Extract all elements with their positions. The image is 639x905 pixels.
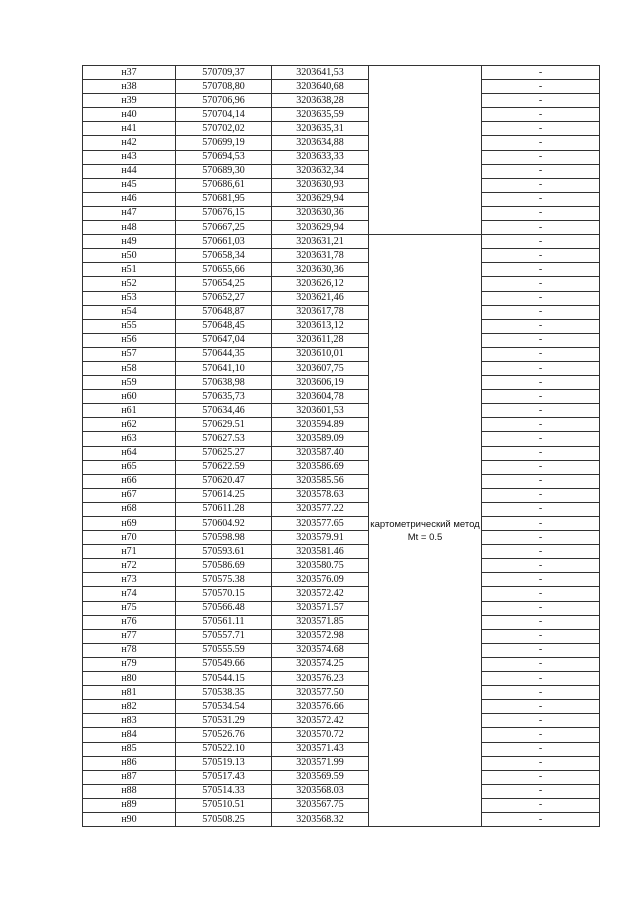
x-coordinate-cell: 570526.76: [176, 728, 272, 742]
x-coordinate-cell: 570629.51: [176, 418, 272, 432]
y-coordinate-cell: 3203611,28: [272, 333, 369, 347]
y-coordinate-cell: 3203629,94: [272, 221, 369, 235]
table-row: [83, 728, 600, 742]
table-row: [83, 657, 600, 671]
accuracy-dash-cell: -: [482, 192, 600, 206]
accuracy-dash-cell: -: [482, 672, 600, 686]
accuracy-dash-cell: -: [482, 474, 600, 488]
table-row: [83, 488, 600, 502]
y-coordinate-cell: 3203601,53: [272, 404, 369, 418]
point-name-cell: н83: [83, 714, 176, 728]
x-coordinate-cell: 570686,61: [176, 178, 272, 192]
y-coordinate-cell: 3203638,28: [272, 94, 369, 108]
point-name-cell: н62: [83, 418, 176, 432]
accuracy-dash-cell: -: [482, 756, 600, 770]
point-name-cell: н37: [83, 66, 176, 80]
y-coordinate-cell: 3203570.72: [272, 728, 369, 742]
accuracy-dash-cell: -: [482, 108, 600, 122]
table-row: [83, 460, 600, 474]
table-row: [83, 108, 600, 122]
point-name-cell: н73: [83, 573, 176, 587]
table-row: [83, 502, 600, 516]
accuracy-dash-cell: -: [482, 798, 600, 812]
table-row: [83, 206, 600, 220]
y-coordinate-cell: 3203629,94: [272, 192, 369, 206]
y-coordinate-cell: 3203574.68: [272, 643, 369, 657]
x-coordinate-cell: 570708,80: [176, 80, 272, 94]
point-name-cell: н84: [83, 728, 176, 742]
point-name-cell: н46: [83, 192, 176, 206]
accuracy-dash-cell: -: [482, 66, 600, 80]
point-name-cell: н63: [83, 432, 176, 446]
table-row: [83, 587, 600, 601]
point-name-cell: н76: [83, 615, 176, 629]
y-coordinate-cell: 3203641,53: [272, 66, 369, 80]
point-name-cell: н38: [83, 80, 176, 94]
x-coordinate-cell: 570676,15: [176, 206, 272, 220]
x-coordinate-cell: 570586.69: [176, 559, 272, 573]
table-row: [83, 714, 600, 728]
accuracy-dash-cell: -: [482, 347, 600, 361]
point-name-cell: н75: [83, 601, 176, 615]
y-coordinate-cell: 3203572.98: [272, 629, 369, 643]
table-row: [83, 573, 600, 587]
point-name-cell: н80: [83, 672, 176, 686]
point-name-cell: н43: [83, 150, 176, 164]
y-coordinate-cell: 3203594.89: [272, 418, 369, 432]
table-row: [83, 305, 600, 319]
x-coordinate-cell: 570654,25: [176, 277, 272, 291]
accuracy-dash-cell: -: [482, 80, 600, 94]
point-name-cell: н70: [83, 531, 176, 545]
x-coordinate-cell: 570549.66: [176, 657, 272, 671]
accuracy-dash-cell: -: [482, 206, 600, 220]
y-coordinate-cell: 3203581.46: [272, 545, 369, 559]
y-coordinate-cell: 3203576.23: [272, 672, 369, 686]
y-coordinate-cell: 3203571.43: [272, 742, 369, 756]
y-coordinate-cell: 3203571.85: [272, 615, 369, 629]
accuracy-dash-cell: -: [482, 686, 600, 700]
y-coordinate-cell: 3203567.75: [272, 798, 369, 812]
x-coordinate-cell: 570694,53: [176, 150, 272, 164]
accuracy-dash-cell: -: [482, 376, 600, 390]
x-coordinate-cell: 570514.33: [176, 784, 272, 798]
point-name-cell: н53: [83, 291, 176, 305]
y-coordinate-cell: 3203626,12: [272, 277, 369, 291]
table-row: [83, 418, 600, 432]
table-row: [83, 80, 600, 94]
table-row: [83, 66, 600, 80]
x-coordinate-cell: 570570.15: [176, 587, 272, 601]
point-name-cell: н45: [83, 178, 176, 192]
accuracy-dash-cell: -: [482, 122, 600, 136]
x-coordinate-cell: 570598.98: [176, 531, 272, 545]
y-coordinate-cell: 3203576.66: [272, 700, 369, 714]
x-coordinate-cell: 570622.59: [176, 460, 272, 474]
x-coordinate-cell: 570575.38: [176, 573, 272, 587]
y-coordinate-cell: 3203630,93: [272, 178, 369, 192]
x-coordinate-cell: 570699,19: [176, 136, 272, 150]
accuracy-dash-cell: -: [482, 700, 600, 714]
coordinates-table: [82, 65, 600, 827]
x-coordinate-cell: 570555.59: [176, 643, 272, 657]
table-row: [83, 672, 600, 686]
table-row: [83, 446, 600, 460]
x-coordinate-cell: 570681,95: [176, 192, 272, 206]
point-name-cell: н44: [83, 164, 176, 178]
point-name-cell: н60: [83, 390, 176, 404]
point-name-cell: н56: [83, 333, 176, 347]
point-name-cell: н89: [83, 798, 176, 812]
accuracy-dash-cell: -: [482, 150, 600, 164]
accuracy-dash-cell: -: [482, 714, 600, 728]
y-coordinate-cell: 3203587.40: [272, 446, 369, 460]
table-row: [83, 361, 600, 375]
point-name-cell: н39: [83, 94, 176, 108]
point-name-cell: н71: [83, 545, 176, 559]
table-row: [83, 404, 600, 418]
y-coordinate-cell: 3203578.63: [272, 488, 369, 502]
x-coordinate-cell: 570510.51: [176, 798, 272, 812]
y-coordinate-cell: 3203604,78: [272, 390, 369, 404]
accuracy-dash-cell: -: [482, 333, 600, 347]
accuracy-dash-cell: -: [482, 643, 600, 657]
y-coordinate-cell: 3203577.22: [272, 502, 369, 516]
table-row: [83, 812, 600, 826]
table-row: [83, 291, 600, 305]
point-name-cell: н87: [83, 770, 176, 784]
point-name-cell: н88: [83, 784, 176, 798]
point-name-cell: н65: [83, 460, 176, 474]
table-row: [83, 615, 600, 629]
x-coordinate-cell: 570648,45: [176, 319, 272, 333]
point-name-cell: н48: [83, 221, 176, 235]
x-coordinate-cell: 570517.43: [176, 770, 272, 784]
point-name-cell: н54: [83, 305, 176, 319]
table-row: [83, 770, 600, 784]
accuracy-dash-cell: -: [482, 94, 600, 108]
point-name-cell: н82: [83, 700, 176, 714]
table-row: [83, 601, 600, 615]
y-coordinate-cell: 3203631,78: [272, 249, 369, 263]
point-name-cell: н57: [83, 347, 176, 361]
accuracy-dash-cell: -: [482, 291, 600, 305]
y-coordinate-cell: 3203635,59: [272, 108, 369, 122]
point-name-cell: н69: [83, 517, 176, 531]
accuracy-dash-cell: -: [482, 277, 600, 291]
x-coordinate-cell: 570614.25: [176, 488, 272, 502]
y-coordinate-cell: 3203568.32: [272, 812, 369, 826]
table-row: [83, 136, 600, 150]
y-coordinate-cell: 3203585.56: [272, 474, 369, 488]
x-coordinate-cell: 570638,98: [176, 376, 272, 390]
y-coordinate-cell: 3203571.57: [272, 601, 369, 615]
table-row: [83, 178, 600, 192]
point-name-cell: н47: [83, 206, 176, 220]
accuracy-dash-cell: -: [482, 587, 600, 601]
accuracy-dash-cell: -: [482, 657, 600, 671]
accuracy-dash-cell: -: [482, 319, 600, 333]
accuracy-dash-cell: -: [482, 361, 600, 375]
y-coordinate-cell: 3203579.91: [272, 531, 369, 545]
x-coordinate-cell: 570508.25: [176, 812, 272, 826]
accuracy-dash-cell: -: [482, 770, 600, 784]
x-coordinate-cell: 570661,03: [176, 235, 272, 249]
accuracy-dash-cell: -: [482, 136, 600, 150]
table-row: [83, 347, 600, 361]
method-cell-upper: [369, 66, 482, 235]
point-name-cell: н64: [83, 446, 176, 460]
accuracy-dash-cell: -: [482, 742, 600, 756]
point-name-cell: н55: [83, 319, 176, 333]
y-coordinate-cell: 3203577.50: [272, 686, 369, 700]
table-row: [83, 643, 600, 657]
x-coordinate-cell: 570544.15: [176, 672, 272, 686]
x-coordinate-cell: 570566.48: [176, 601, 272, 615]
point-name-cell: н61: [83, 404, 176, 418]
y-coordinate-cell: 3203633,33: [272, 150, 369, 164]
y-coordinate-cell: 3203589.09: [272, 432, 369, 446]
accuracy-dash-cell: -: [482, 573, 600, 587]
accuracy-dash-cell: -: [482, 249, 600, 263]
accuracy-dash-cell: -: [482, 263, 600, 277]
accuracy-dash-cell: -: [482, 531, 600, 545]
point-name-cell: н51: [83, 263, 176, 277]
y-coordinate-cell: 3203634,88: [272, 136, 369, 150]
table-row: [83, 531, 600, 545]
table-row: [83, 798, 600, 812]
accuracy-dash-cell: -: [482, 784, 600, 798]
accuracy-dash-cell: -: [482, 404, 600, 418]
x-coordinate-cell: 570593.61: [176, 545, 272, 559]
point-name-cell: н79: [83, 657, 176, 671]
table-row: [83, 150, 600, 164]
x-coordinate-cell: 570557.71: [176, 629, 272, 643]
table-row: [83, 390, 600, 404]
x-coordinate-cell: 570611.28: [176, 502, 272, 516]
accuracy-dash-cell: -: [482, 488, 600, 502]
x-coordinate-cell: 570625.27: [176, 446, 272, 460]
accuracy-dash-cell: -: [482, 517, 600, 531]
x-coordinate-cell: 570531.29: [176, 714, 272, 728]
x-coordinate-cell: 570641,10: [176, 361, 272, 375]
x-coordinate-cell: 570702,02: [176, 122, 272, 136]
y-coordinate-cell: 3203631,21: [272, 235, 369, 249]
table-row: [83, 277, 600, 291]
y-coordinate-cell: 3203572.42: [272, 714, 369, 728]
table-row: [83, 263, 600, 277]
point-name-cell: н81: [83, 686, 176, 700]
accuracy-dash-cell: -: [482, 460, 600, 474]
accuracy-dash-cell: -: [482, 418, 600, 432]
x-coordinate-cell: 570655,66: [176, 263, 272, 277]
accuracy-dash-cell: -: [482, 432, 600, 446]
table-body: [83, 66, 600, 827]
y-coordinate-cell: 3203572.42: [272, 587, 369, 601]
y-coordinate-cell: 3203606,19: [272, 376, 369, 390]
x-coordinate-cell: 570648,87: [176, 305, 272, 319]
x-coordinate-cell: 570709,37: [176, 66, 272, 80]
x-coordinate-cell: 570561.11: [176, 615, 272, 629]
y-coordinate-cell: 3203586.69: [272, 460, 369, 474]
x-coordinate-cell: 570538.35: [176, 686, 272, 700]
table-row: [83, 784, 600, 798]
x-coordinate-cell: 570704,14: [176, 108, 272, 122]
y-coordinate-cell: 3203574.25: [272, 657, 369, 671]
table-row: [83, 192, 600, 206]
accuracy-dash-cell: -: [482, 545, 600, 559]
point-name-cell: н77: [83, 629, 176, 643]
y-coordinate-cell: 3203568.03: [272, 784, 369, 798]
point-name-cell: н40: [83, 108, 176, 122]
table-row: [83, 333, 600, 347]
y-coordinate-cell: 3203613,12: [272, 319, 369, 333]
table-row: [83, 742, 600, 756]
y-coordinate-cell: 3203640,68: [272, 80, 369, 94]
y-coordinate-cell: 3203569.59: [272, 770, 369, 784]
point-name-cell: н50: [83, 249, 176, 263]
accuracy-dash-cell: -: [482, 178, 600, 192]
table-row: [83, 756, 600, 770]
accuracy-dash-cell: -: [482, 629, 600, 643]
accuracy-dash-cell: -: [482, 812, 600, 826]
y-coordinate-cell: 3203632,34: [272, 164, 369, 178]
y-coordinate-cell: 3203635,31: [272, 122, 369, 136]
accuracy-dash-cell: -: [482, 446, 600, 460]
point-name-cell: н49: [83, 235, 176, 249]
accuracy-dash-cell: -: [482, 305, 600, 319]
accuracy-dash-cell: -: [482, 235, 600, 249]
x-coordinate-cell: 570522.10: [176, 742, 272, 756]
table-row: [83, 686, 600, 700]
accuracy-dash-cell: -: [482, 390, 600, 404]
point-name-cell: н85: [83, 742, 176, 756]
point-name-cell: н66: [83, 474, 176, 488]
accuracy-dash-cell: -: [482, 164, 600, 178]
table-row: [83, 700, 600, 714]
point-name-cell: н42: [83, 136, 176, 150]
table-row: [83, 122, 600, 136]
x-coordinate-cell: 570635,73: [176, 390, 272, 404]
y-coordinate-cell: 3203580.75: [272, 559, 369, 573]
x-coordinate-cell: 570644,35: [176, 347, 272, 361]
point-name-cell: н90: [83, 812, 176, 826]
point-name-cell: н72: [83, 559, 176, 573]
accuracy-dash-cell: -: [482, 601, 600, 615]
table-row: [83, 545, 600, 559]
accuracy-dash-cell: -: [482, 559, 600, 573]
x-coordinate-cell: 570604.92: [176, 517, 272, 531]
table-row: [83, 94, 600, 108]
accuracy-dash-cell: -: [482, 728, 600, 742]
y-coordinate-cell: 3203571.99: [272, 756, 369, 770]
table-row: [83, 221, 600, 235]
point-name-cell: н58: [83, 361, 176, 375]
x-coordinate-cell: 570706,96: [176, 94, 272, 108]
x-coordinate-cell: 570519.13: [176, 756, 272, 770]
y-coordinate-cell: 3203617,78: [272, 305, 369, 319]
y-coordinate-cell: 3203630,36: [272, 263, 369, 277]
x-coordinate-cell: 570667,25: [176, 221, 272, 235]
y-coordinate-cell: 3203577.65: [272, 517, 369, 531]
x-coordinate-cell: 570652,27: [176, 291, 272, 305]
point-name-cell: н74: [83, 587, 176, 601]
accuracy-dash-cell: -: [482, 502, 600, 516]
point-name-cell: н52: [83, 277, 176, 291]
y-coordinate-cell: 3203610,01: [272, 347, 369, 361]
x-coordinate-cell: 570620.47: [176, 474, 272, 488]
point-name-cell: н86: [83, 756, 176, 770]
point-name-cell: н41: [83, 122, 176, 136]
x-coordinate-cell: 570634,46: [176, 404, 272, 418]
point-name-cell: н68: [83, 502, 176, 516]
y-coordinate-cell: 3203607,75: [272, 361, 369, 375]
x-coordinate-cell: 570658,34: [176, 249, 272, 263]
table-row: [83, 629, 600, 643]
table-row: [83, 474, 600, 488]
point-name-cell: н67: [83, 488, 176, 502]
y-coordinate-cell: 3203621,46: [272, 291, 369, 305]
accuracy-dash-cell: -: [482, 615, 600, 629]
table-row: [83, 164, 600, 178]
x-coordinate-cell: 570689,30: [176, 164, 272, 178]
table-row: [83, 517, 600, 531]
x-coordinate-cell: 570647,04: [176, 333, 272, 347]
y-coordinate-cell: 3203576.09: [272, 573, 369, 587]
table-row: [83, 235, 600, 249]
table-row: [83, 319, 600, 333]
accuracy-dash-cell: -: [482, 221, 600, 235]
method-cell: картометрический метод Mt = 0.5: [369, 235, 482, 827]
x-coordinate-cell: 570534.54: [176, 700, 272, 714]
table-row: [83, 249, 600, 263]
table-row: [83, 376, 600, 390]
x-coordinate-cell: 570627.53: [176, 432, 272, 446]
table-row: [83, 432, 600, 446]
table-row: [83, 559, 600, 573]
y-coordinate-cell: 3203630,36: [272, 206, 369, 220]
point-name-cell: н78: [83, 643, 176, 657]
point-name-cell: н59: [83, 376, 176, 390]
